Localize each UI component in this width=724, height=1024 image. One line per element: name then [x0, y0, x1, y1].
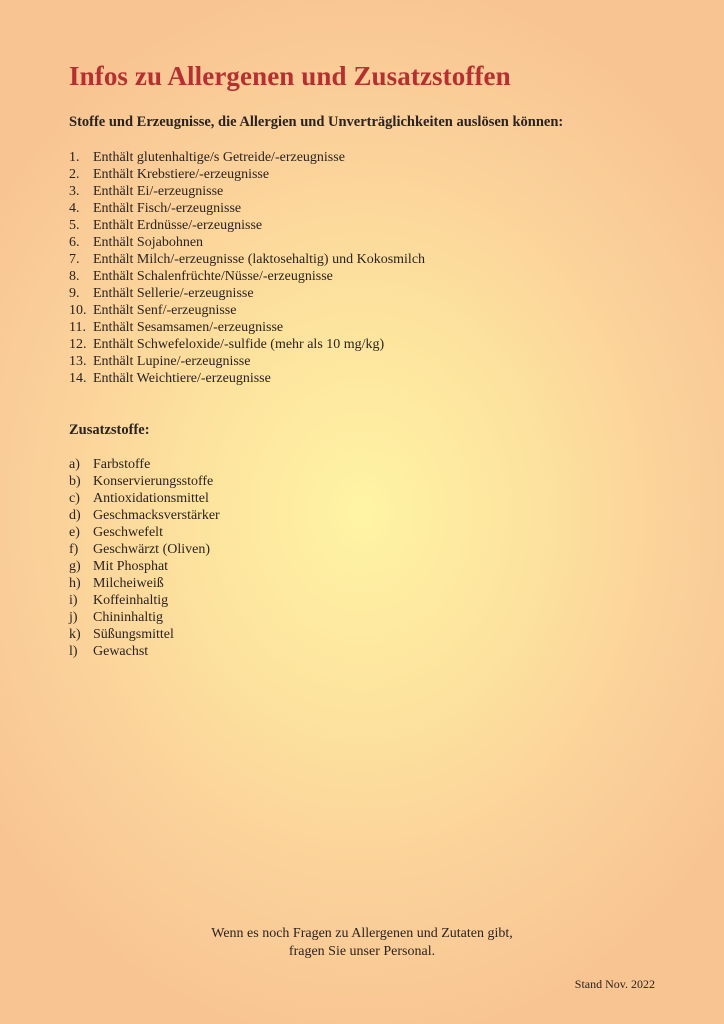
list-marker: 4. [69, 201, 80, 216]
allergen-item [69, 336, 425, 353]
additive-item [69, 643, 220, 660]
additive-text: Süßungsmittel [93, 627, 174, 642]
footer-note [0, 925, 724, 961]
additive-item [69, 558, 220, 575]
allergen-text: Enthält Schalenfrüchte/Nüsse/-erzeugnisse [93, 269, 333, 284]
allergen-item [69, 251, 425, 268]
list-marker: e) [69, 525, 80, 540]
additive-item [69, 473, 220, 490]
allergen-item [69, 285, 425, 302]
list-marker: 13. [69, 354, 87, 369]
list-marker: 1. [69, 150, 80, 165]
list-marker: f) [69, 542, 79, 557]
allergen-item [69, 302, 425, 319]
footer-note-line: Wenn es noch Fragen zu Allergenen und Zutaten gibt, [211, 926, 513, 941]
allergen-item [69, 149, 425, 166]
allergen-item [69, 217, 425, 234]
list-marker: c) [69, 491, 80, 506]
page-title: Infos zu Allergenen und Zusatzstoffen [69, 61, 511, 91]
additive-text: Antioxidationsmittel [93, 491, 209, 506]
list-marker: 6. [69, 235, 80, 250]
list-marker: l) [69, 644, 78, 659]
additive-text: Konservierungsstoffe [93, 474, 214, 489]
additive-text: Geschwefelt [93, 525, 163, 540]
stand-date: Stand Nov. 2022 [574, 977, 655, 991]
list-marker: i) [69, 593, 78, 608]
additives-heading: Zusatzstoffe: [69, 422, 150, 438]
list-marker: 3. [69, 184, 80, 199]
allergen-item [69, 200, 425, 217]
allergen-text: Enthält Ei/-erzeugnisse [93, 184, 224, 199]
additive-item [69, 524, 220, 541]
additive-text: Mit Phosphat [93, 559, 169, 574]
additive-text: Milcheiweiß [93, 576, 164, 591]
allergen-item [69, 370, 425, 387]
list-marker: a) [69, 457, 80, 472]
list-marker: 11. [69, 320, 86, 335]
additive-text: Chininhaltig [93, 610, 163, 625]
list-marker: j) [69, 610, 78, 625]
list-marker: 8. [69, 269, 80, 284]
list-marker: 12. [69, 337, 87, 352]
allergen-text: Enthält Krebstiere/-erzeugnisse [93, 167, 270, 182]
list-marker: 2. [69, 167, 80, 182]
additive-item [69, 456, 220, 473]
list-marker: 5. [69, 218, 80, 233]
allergen-text: Enthält glutenhaltige/s Getreide/-erzeugnisse [93, 150, 345, 165]
additive-text: Geschwärzt (Oliven) [93, 542, 211, 557]
additive-item [69, 507, 220, 524]
list-marker: k) [69, 627, 81, 642]
allergen-item [69, 353, 425, 370]
allergen-text: Enthält Weichtiere/-erzeugnisse [93, 371, 271, 386]
list-marker: d) [69, 508, 81, 523]
allergen-text: Enthält Sojabohnen [93, 235, 204, 250]
additive-text: Koffeinhaltig [93, 593, 169, 608]
list-marker: 10. [69, 303, 87, 318]
additive-list [69, 456, 220, 660]
allergen-text: Enthält Sellerie/-erzeugnisse [93, 286, 254, 301]
allergen-text: Enthält Erdnüsse/-erzeugnisse [93, 218, 263, 233]
list-marker: h) [69, 576, 81, 591]
allergen-item [69, 319, 425, 336]
footer-note-line: fragen Sie unser Personal. [288, 944, 436, 959]
allergen-text: Enthält Sesamsamen/-erzeugnisse [93, 320, 284, 335]
additive-item [69, 490, 220, 507]
list-marker: g) [69, 559, 81, 574]
additive-text: Farbstoffe [93, 457, 151, 472]
additive-text: Gewachst [93, 644, 149, 659]
allergen-item [69, 234, 425, 251]
allergen-text: Enthält Lupine/-erzeugnisse [93, 354, 251, 369]
additive-item [69, 609, 220, 626]
additive-item [69, 575, 220, 592]
additive-item [69, 541, 220, 558]
allergens-heading: Stoffe und Erzeugnisse, die Allergien und Unverträglichkeiten auslösen können: [69, 114, 564, 130]
allergen-text: Enthält Milch/-erzeugnisse (laktosehaltig) und Kokosmilch [93, 252, 426, 267]
allergen-item [69, 166, 425, 183]
allergen-text: Enthält Senf/-erzeugnisse [93, 303, 237, 318]
additive-item [69, 626, 220, 643]
allergen-text: Enthält Fisch/-erzeugnisse [93, 201, 242, 216]
list-marker: 7. [69, 252, 80, 267]
allergen-text: Enthält Schwefeloxide/-sulfide (mehr als 10 mg/kg) [93, 337, 385, 352]
allergen-item [69, 268, 425, 285]
additive-text: Geschmacksverstärker [93, 508, 220, 523]
allergen-list [69, 149, 425, 387]
list-marker: b) [69, 474, 81, 489]
list-marker: 14. [69, 371, 87, 386]
additive-item [69, 592, 220, 609]
list-marker: 9. [69, 286, 80, 301]
allergen-item [69, 183, 425, 200]
